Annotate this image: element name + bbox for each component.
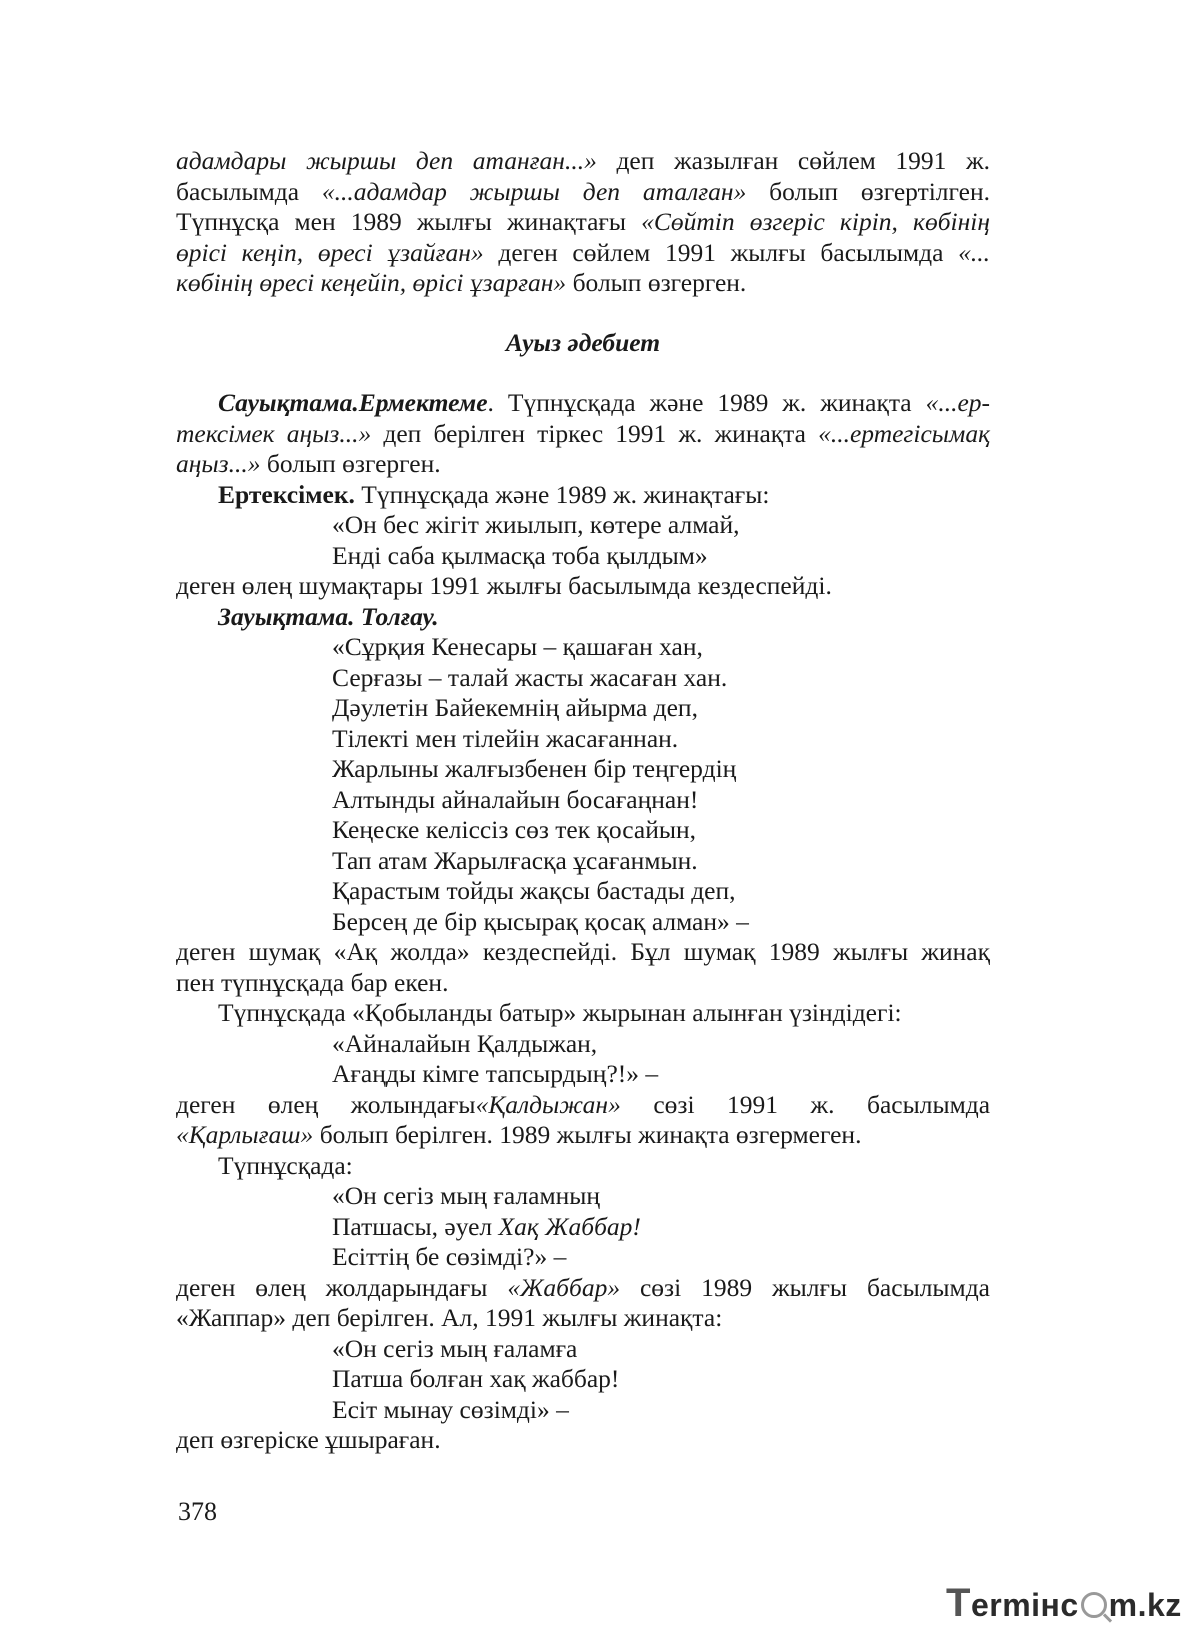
- bold-term: Ертексімек.: [218, 479, 355, 509]
- paragraph-line: [176, 177, 990, 208]
- text-span: деген өлең жолындағы: [176, 1089, 476, 1119]
- verse-line: Тілекті мен тілейін жасағаннан.: [332, 723, 679, 753]
- text-span: Патшасы, әуел: [332, 1211, 499, 1241]
- text-span: деген өлең жолдарындағы: [176, 1272, 508, 1302]
- text-span: деген сөйлем 1991 жылғы басылымда: [483, 237, 959, 267]
- document-body: [176, 146, 990, 1456]
- paragraph-line: [176, 480, 990, 511]
- text-span: болып өзгертілген.: [746, 176, 990, 206]
- italic-quote: адамдары жыршы деп атанған...»: [176, 146, 597, 175]
- verse-line: [176, 1212, 990, 1243]
- paragraph-line: [176, 238, 990, 269]
- verse-line: Енді саба қылмасқа тоба қылдым»: [332, 540, 708, 570]
- italic-quote: «Сөйтіп өзгеріс кіріп, көбінің: [641, 207, 990, 236]
- paragraph-line: [176, 207, 990, 238]
- italic-quote: «Қарлығаш»: [176, 1120, 314, 1149]
- section-heading: Ауыз әдебиет: [505, 327, 661, 357]
- verse-line: «Он сегіз мың ғаламға: [332, 1333, 578, 1363]
- paragraph-line: деген шумақ «Ақ жолда» кездеспейді. Бұл шумақ 1989 жылғы жинақ: [176, 937, 990, 966]
- verse-line: Жарлыны жалғызбенен бір теңгердің: [332, 754, 737, 783]
- site-watermark-logo: [946, 1581, 1182, 1626]
- text-span: сөзі 1989 жылғы басылымда: [620, 1272, 990, 1302]
- paragraph-line: Түпнұсқада:: [218, 1150, 353, 1180]
- verse-line: «Айналайын Қалдыжан,: [332, 1028, 598, 1058]
- italic-quote: «Жаббар»: [507, 1272, 621, 1302]
- italic-quote: «Қалдыжан»: [475, 1089, 621, 1119]
- paragraph-line: [176, 1090, 990, 1121]
- verse-line: Патша болған хақ жаббар!: [332, 1364, 620, 1393]
- paragraph-line: [176, 1120, 990, 1151]
- italic-quote: «...: [958, 237, 990, 267]
- magnifier-icon: [1081, 1592, 1107, 1618]
- paragraph-line: Түпнұсқада «Қобыланды батыр» жырынан алынған үзіндідегі:: [218, 998, 902, 1027]
- bold-italic-term: Зауықтама. Толғау.: [218, 601, 439, 631]
- bold-italic-term: Сауықтама.Ермектеме: [218, 388, 488, 417]
- watermark-letter: T: [946, 1581, 971, 1625]
- italic-quote: өрісі кеңіп, өресі ұзайған»: [176, 237, 484, 267]
- verse-line: Алтынды айналайын босағаңнан!: [332, 784, 699, 814]
- paragraph-line: [176, 449, 990, 480]
- verse-line: Есіттің бе сөзімді?» –: [332, 1242, 567, 1271]
- text-span: басылымда: [176, 176, 322, 206]
- paragraph-line: [176, 419, 990, 450]
- page-number: 378: [178, 1497, 217, 1526]
- paragraph-line: деген өлең шумақтары 1991 жылғы басылымда кездеспейді.: [176, 571, 832, 600]
- paragraph-line: [176, 146, 990, 177]
- paragraph-line: «Жаппар» деп берілген. Ал, 1991 жылғы жинақта:: [176, 1303, 723, 1332]
- text-span: деп берілген тіркес 1991 ж. жинақта: [371, 418, 819, 448]
- text-span: деп жазылған сөйлем 1991 ж.: [596, 146, 991, 175]
- paragraph-line: [176, 268, 990, 299]
- verse-line: Берсең де бір қысырақ қосақ алман» –: [332, 906, 749, 936]
- italic-quote: «...ертегісымақ: [818, 418, 991, 448]
- text-span: болып өзгерген.: [260, 449, 441, 478]
- paragraph-line: [176, 1273, 990, 1304]
- watermark-text: m.kz: [1108, 1587, 1182, 1623]
- verse-line: Қарастым тойды жақсы бастады деп,: [332, 876, 736, 905]
- paragraph-line: деп өзгеріске ұшыраған.: [176, 1425, 441, 1454]
- text-span: болып өзгерген.: [566, 268, 747, 297]
- text-span: . Түпнұсқада және 1989 ж. жинақта: [487, 388, 926, 417]
- verse-line: Ағаңды кімге тапсырдың?!» –: [332, 1059, 659, 1088]
- verse-line: «Он бес жігіт жиылып, көтере алмай,: [332, 510, 740, 539]
- text-span: болып берілген. 1989 жылғы жинақта өзгермеген.: [313, 1120, 862, 1149]
- verse-line: Дәулетін Байекемнің айырма деп,: [332, 693, 698, 722]
- verse-line: «Сұрқия Кенесары – қашаған хан,: [332, 632, 703, 661]
- text-span: Түпнұсқа мен 1989 жылғы жинақтағы: [176, 207, 642, 236]
- paragraph-line: [176, 602, 990, 633]
- italic-quote: «...адамдар жыршы деп аталған»: [321, 176, 747, 206]
- paragraph-line: [176, 388, 990, 419]
- watermark-text: ermінc: [970, 1587, 1079, 1623]
- italic-quote: Хақ Жаббар!: [498, 1211, 641, 1241]
- paragraph-line: пен түпнұсқада бар екен.: [176, 967, 449, 997]
- verse-line: Тап атам Жарылғасқа ұсағанмын.: [332, 845, 698, 875]
- text-span: сөзі 1991 ж. басылымда: [620, 1089, 991, 1119]
- italic-quote: тексімек аңыз...»: [176, 418, 372, 448]
- verse-line: Серғазы – талай жасты жасаған хан.: [332, 662, 728, 692]
- italic-quote: «...ер-: [925, 388, 990, 417]
- verse-line: Есіт мынау сөзімді» –: [332, 1394, 569, 1424]
- text-span: Түпнұсқада және 1989 ж. жинақтағы:: [354, 479, 770, 509]
- italic-quote: аңыз...»: [176, 449, 261, 478]
- italic-quote: көбінің өресі кеңейіп, өрісі ұзарған»: [176, 268, 567, 297]
- verse-line: Кеңеске келіссіз сөз тек қосайын,: [332, 815, 697, 844]
- verse-line: «Он сегіз мың ғаламның: [332, 1181, 601, 1210]
